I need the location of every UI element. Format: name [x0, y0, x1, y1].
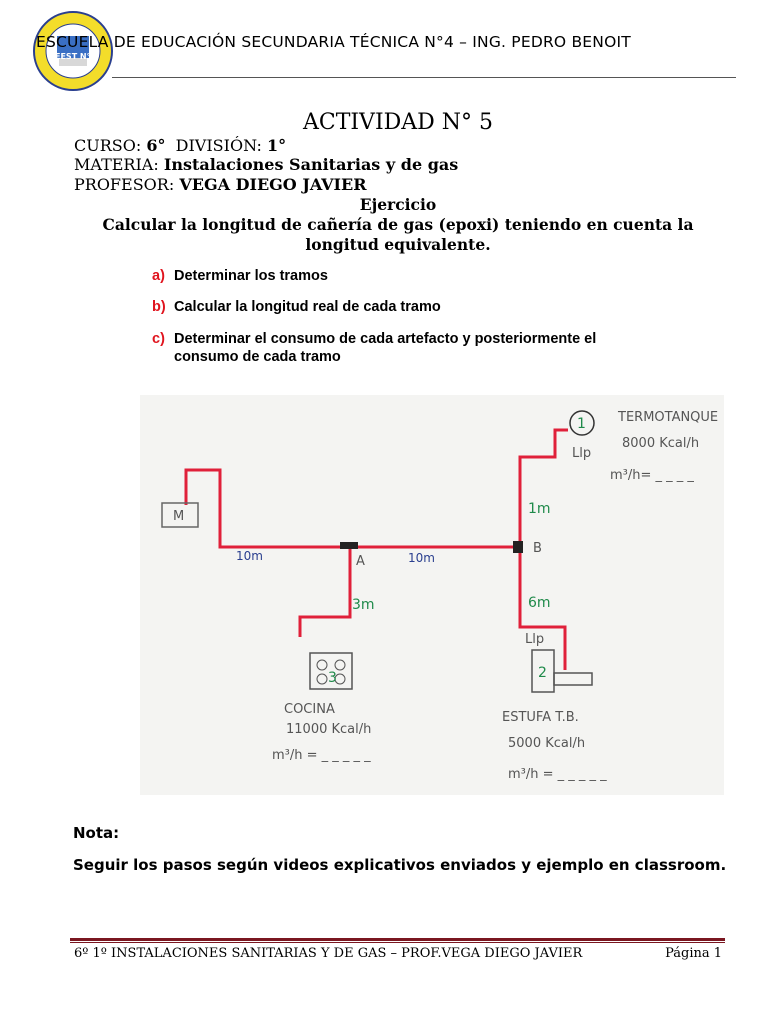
materia-label: MATERIA: [74, 155, 159, 174]
length-label: 3m [352, 597, 375, 613]
header-divider [112, 77, 736, 78]
appliance-3-number: 3 [328, 670, 337, 686]
task-text: Determinar los tramos [174, 268, 328, 284]
node-a-marker [340, 542, 358, 549]
termotanque-name: TERMOTANQUE [618, 410, 719, 425]
division-label: DIVISIÓN: [175, 136, 262, 155]
gas-installation-diagram [140, 395, 724, 795]
estufa-flow: m³/h = _ _ _ _ _ [508, 767, 607, 782]
school-name: ESCUELA DE EDUCACIÓN SECUNDARIA TÉCNICA N°4 – ING. PEDRO BENOIT [36, 33, 631, 51]
node-a-label: A [356, 554, 365, 569]
estufa-power: 5000 Kcal/h [508, 736, 586, 751]
activity-title: ACTIVIDAD N° 5 [302, 110, 494, 135]
task-item [152, 267, 644, 285]
task-item [152, 330, 644, 366]
task-letter: b) [152, 299, 166, 315]
school-logo [32, 10, 114, 92]
footer-divider [70, 938, 725, 941]
task-text: Determinar el consumo de cada artefacto y posteriormente el consumo de cada tramo [174, 331, 597, 365]
page-number: Página 1 [665, 946, 722, 961]
length-label: 6m [528, 595, 551, 611]
llp-label: Llp [572, 446, 592, 461]
exercise-statement-line1: Calcular la longitud de cañería de gas (epoxi) teniendo en cuenta la [102, 215, 694, 234]
cocina-flow: m³/h = _ _ _ _ _ [272, 748, 371, 763]
curso-value: 6° [146, 136, 166, 155]
profesor-line [74, 175, 367, 194]
task-letter: c) [152, 331, 165, 347]
llp-label: Llp [525, 632, 545, 647]
node-b-marker [513, 541, 523, 553]
length-label: 1m [528, 501, 551, 517]
curso-label: CURSO: [74, 136, 142, 155]
meter-label: M [173, 509, 185, 524]
length-label: 10m [408, 551, 435, 565]
node-b-label: B [533, 541, 542, 556]
curso-line [74, 136, 286, 155]
appliance-1-number: 1 [577, 416, 586, 432]
nota-text: Seguir los pasos según videos explicativos enviados y ejemplo en classroom. [73, 856, 727, 874]
length-label: 10m [236, 549, 263, 563]
logo-text: EEST N°4 [55, 52, 97, 61]
profesor-value: VEGA DIEGO JAVIER [179, 175, 367, 194]
footer-divider-thin [70, 942, 725, 943]
nota-label: Nota: [73, 824, 120, 842]
task-text: Calcular la longitud real de cada tramo [174, 299, 441, 315]
exercise-heading: Ejercicio [359, 195, 437, 214]
termotanque-flow: m³/h= _ _ _ _ [610, 468, 694, 483]
profesor-label: PROFESOR: [74, 175, 175, 194]
exercise-statement-line2: longitud equivalente. [305, 235, 491, 254]
cocina-power: 11000 Kcal/h [286, 722, 372, 737]
task-item [152, 298, 644, 316]
termotanque-power: 8000 Kcal/h [622, 436, 700, 451]
cocina-name: COCINA [284, 702, 335, 717]
division-value: 1° [267, 136, 287, 155]
materia-line [74, 155, 458, 174]
footer-text: 6º 1º INSTALACIONES SANITARIAS Y DE GAS – PROF.VEGA DIEGO JAVIER [74, 946, 583, 961]
task-letter: a) [152, 268, 165, 284]
estufa-name: ESTUFA T.B. [502, 710, 579, 725]
materia-value: Instalaciones Sanitarias y de gas [163, 155, 459, 174]
appliance-2-number: 2 [538, 665, 547, 681]
